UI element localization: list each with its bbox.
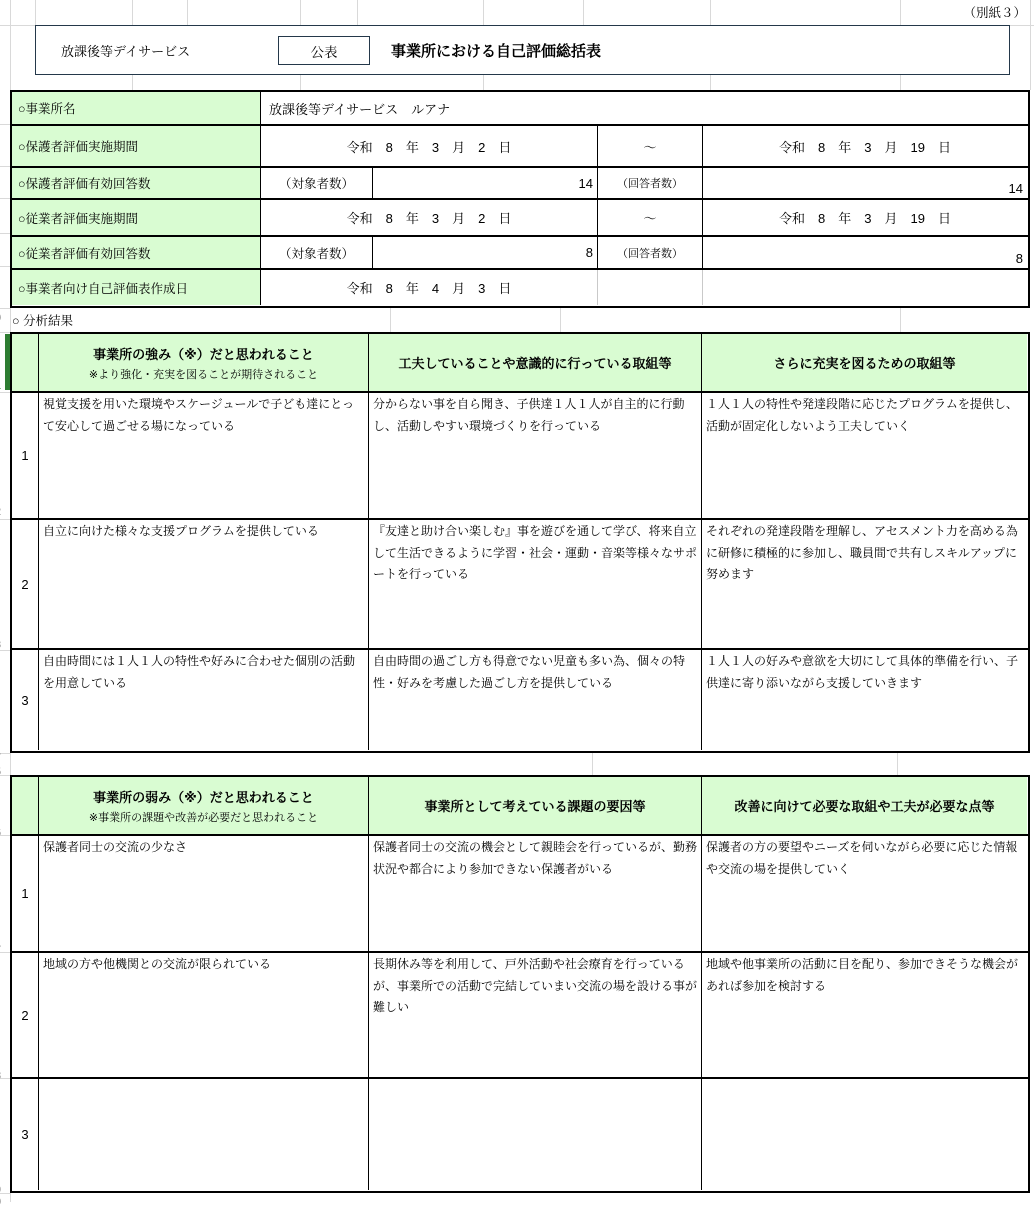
gridline: [0, 308, 10, 309]
row-number: [0, 944, 7, 956]
guardian-responses-label: ○保護者評価有効回答数: [12, 168, 260, 198]
gridline: [592, 753, 593, 775]
weakness-cell[interactable]: 保護者同士の交流の少なさ: [38, 836, 368, 951]
guardian-respondent-label: （回答者数）: [597, 168, 702, 198]
cause-cell[interactable]: 長期休み等を利用して、戸外活動や社会療育を行っているが、事業所での活動で完結していまい交流の場を設ける事が難しい: [368, 953, 701, 1077]
summary-info-table: [10, 90, 1030, 308]
guardian-respondent-count-cell[interactable]: 14: [702, 168, 1027, 198]
gridline: [710, 75, 711, 90]
row-number-cell: 1: [21, 448, 29, 463]
gridline: [132, 0, 133, 25]
row-number-cell: 3: [21, 1127, 29, 1142]
enhancement-cell[interactable]: それぞれの発達段階を理解し、アセスメント力を高める為に研修に積極的に参加し、職員間で共有しスキルアップに努めます: [701, 520, 1027, 648]
row-number-cell: 3: [21, 692, 29, 708]
staff-responses-label: ○従業者評価有効回答数: [12, 237, 260, 268]
gridline: [0, 233, 10, 234]
gridline: [483, 75, 484, 90]
effort-cell[interactable]: 自由時間の過ごし方も得意でない児童も多い為、個々の特性・好みを考慮した過ごし方を提供している: [368, 650, 701, 750]
office-name-row: [12, 92, 1028, 124]
gridline: [900, 0, 901, 25]
guardian-period-label: ○保護者評価実施期間: [12, 126, 260, 166]
row-number: [0, 1070, 7, 1082]
attachment-note: （別紙３）: [963, 6, 1026, 20]
gridline: [560, 308, 561, 332]
weaknesses-col1-header: 事業所の弱み（※）だと思われること ※事業所の課題や改善が必要だと思われること: [38, 777, 368, 834]
strengths-col3-header: さらに充実を図るための取組等: [701, 334, 1027, 391]
improvement-cell[interactable]: [701, 1079, 1027, 1190]
row-number: [0, 1184, 7, 1196]
weaknesses-col3-header: 改善に向けて必要な取組や工夫が必要な点等: [701, 777, 1027, 834]
self-eval-date-cell[interactable]: 令和 8 年 4 月 3 日: [260, 270, 597, 305]
guardian-period-to-cell[interactable]: 令和 8 年 3 月 19 日: [702, 126, 1027, 166]
gridline: [583, 0, 584, 25]
guardian-period-row: [12, 124, 1028, 166]
gridline: [900, 75, 901, 90]
staff-period-tilde-cell: ～: [597, 200, 702, 235]
row-number: [0, 506, 7, 518]
row-number-cell: 2: [21, 1007, 29, 1023]
gridline: [390, 308, 391, 332]
gridline: [10, 753, 11, 775]
row-number-cell: 2: [21, 576, 29, 592]
self-eval-date-label: ○事業者向け自己評価表作成日: [12, 270, 260, 305]
gridline: [300, 0, 301, 25]
gridline: [0, 519, 10, 520]
improvement-cell[interactable]: 地域や他事業所の活動に目を配り、参加できそうな機会があれば参加を検討する: [701, 953, 1027, 1077]
weakness-cell[interactable]: [38, 1079, 368, 1190]
analysis-section-label: ○ 分析結果: [12, 314, 74, 328]
effort-cell[interactable]: 『友達と助け合い楽しむ』事を遊びを通して学び、将来自立して生活できるように学習・社会・運動・音楽等様々なサポートを行っている: [368, 520, 701, 648]
gridline: [0, 124, 10, 125]
strength-cell[interactable]: 自立に向けた様々な支援プログラムを提供している: [38, 520, 368, 648]
gridline: [0, 166, 10, 167]
cause-cell[interactable]: 保護者同士の交流の機会として親睦会を行っているが、勤務状況や都合により参加できない保護者がいる: [368, 836, 701, 951]
weaknesses-row-1: [12, 834, 1028, 951]
weaknesses-header-row: [12, 777, 1028, 834]
weakness-cell[interactable]: 地域の方や他機関との交流が限られている: [38, 953, 368, 1077]
gridline: [10, 308, 11, 332]
row-number-cell: 1: [21, 886, 29, 901]
empty-cell[interactable]: [597, 270, 702, 305]
guardian-target-label: （対象者数）: [260, 168, 372, 198]
guardian-responses-row: [12, 166, 1028, 198]
strengths-row-1: [12, 391, 1028, 518]
row-number: [0, 312, 7, 324]
empty-cell[interactable]: [702, 270, 1027, 305]
staff-respondent-count-cell[interactable]: 8: [702, 237, 1027, 268]
weaknesses-col2-header: 事業所として考えている課題の要因等: [368, 777, 701, 834]
improvement-cell[interactable]: 保護者の方の要望やニーズを伺いながら必要に応じた情報や交流の場を提供していく: [701, 836, 1027, 951]
page-title: 事業所における自己評価総括表: [391, 42, 602, 60]
gridline: [187, 0, 188, 25]
cause-cell[interactable]: [368, 1079, 701, 1190]
gridline: [357, 0, 358, 25]
enhancement-cell[interactable]: １人１人の好みや意欲を大切にして具体的準備を行い、子供達に寄り添いながら支援していきます: [701, 650, 1027, 750]
strengths-col1-header: 事業所の強み（※）だと思われること ※より強化・充実を図ることが期待されること: [38, 334, 368, 391]
row-number: [0, 639, 7, 651]
staff-period-label: ○従業者評価実施期間: [12, 200, 260, 235]
weaknesses-row-3: [12, 1077, 1028, 1190]
weaknesses-table: [10, 775, 1030, 1193]
guardian-period-from-cell[interactable]: 令和 8 年 3 月 2 日: [260, 126, 597, 166]
gridline: [0, 266, 10, 267]
gridline: [900, 308, 901, 332]
gridline: [710, 0, 711, 25]
staff-target-label: （対象者数）: [260, 237, 372, 268]
strength-cell[interactable]: 自由時間には１人１人の特性や好みに合わせた個別の活動を用意している: [38, 650, 368, 750]
publish-label-box: 公表: [278, 36, 370, 65]
guardian-target-count-cell[interactable]: 14: [372, 168, 597, 198]
gridline: [1030, 0, 1031, 90]
self-eval-date-row: [12, 268, 1028, 305]
strengths-header-row: [12, 334, 1028, 391]
gridline: [0, 332, 10, 333]
guardian-period-tilde-cell: ～: [597, 126, 702, 166]
staff-period-row: [12, 198, 1028, 235]
effort-cell[interactable]: 分からない事を自ら聞き、子供達１人１人が自主的に行動し、活動しやすい環境づくりを行っている: [368, 393, 701, 518]
gridline: [132, 75, 133, 90]
strengths-row-2: [12, 518, 1028, 648]
row-number: [0, 827, 7, 839]
gridline: [10, 1193, 11, 1202]
staff-period-from-cell[interactable]: 令和 8 年 3 月 2 日: [260, 200, 597, 235]
enhancement-cell[interactable]: １人１人の特性や発達段階に応じたプログラムを提供し、活動が固定化しないよう工夫していく: [701, 393, 1027, 518]
strength-cell[interactable]: 視覚支援を用いた環境やスケージュールで子ども達にとって安心して過ごせる場になっている: [38, 393, 368, 518]
row-number: [0, 1196, 7, 1208]
gridline: [0, 198, 10, 199]
service-type-label: 放課後等デイサービス: [61, 43, 191, 59]
strengths-row-3: [12, 648, 1028, 750]
office-name-value-cell[interactable]: 放課後等デイサービス ルアナ: [260, 92, 1027, 124]
gridline: [483, 0, 484, 25]
gridline: [300, 75, 301, 90]
row-number: [0, 747, 7, 759]
gridline: [10, 0, 11, 90]
strengths-number-header: [12, 334, 38, 391]
gridline: [35, 0, 36, 25]
staff-period-to-cell[interactable]: 令和 8 年 3 月 19 日: [702, 200, 1027, 235]
staff-target-count-cell[interactable]: 8: [372, 237, 597, 268]
row-number: [0, 766, 7, 778]
staff-respondent-label: （回答者数）: [597, 237, 702, 268]
gridline: [897, 753, 898, 775]
strengths-col2-header: 工夫していることや意識的に行っている取組等: [368, 334, 701, 391]
weaknesses-row-2: [12, 951, 1028, 1077]
office-name-label: ○事業所名: [12, 92, 260, 124]
title-box: [35, 25, 1010, 75]
gridline: [0, 392, 10, 393]
weaknesses-number-header: [12, 777, 38, 834]
strengths-table: [10, 332, 1030, 753]
staff-responses-row: [12, 235, 1028, 268]
